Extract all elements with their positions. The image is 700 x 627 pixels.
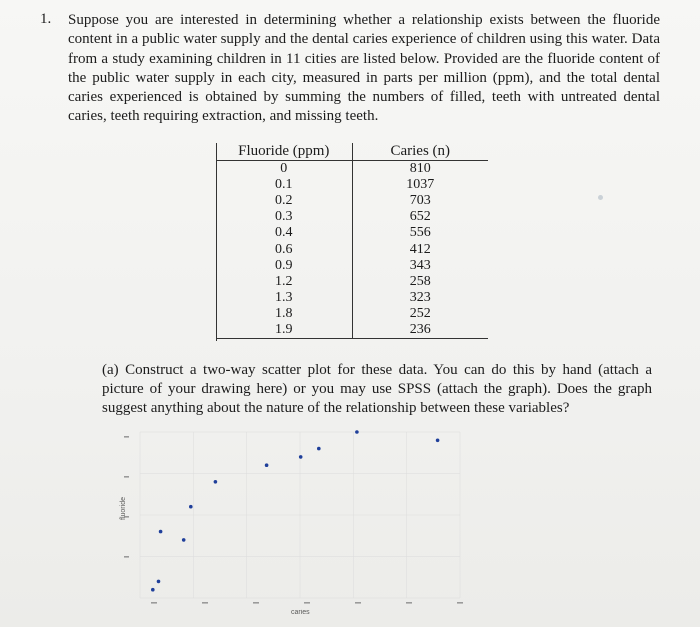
cell-caries: 412 [409, 241, 431, 257]
y-tick-mark [124, 436, 129, 438]
part-a-text: Construct a two-way scatter plot for these data. You can do this by hand (attach a picture of your drawing here) or you may use SPSS (attach the graph). Does the graph suggest anything about the nature of the relationship between these variables? [102, 362, 652, 416]
cell-fluoride: 0.3 [216, 209, 352, 225]
part-a-label: (a) [102, 362, 119, 378]
scatter-point [436, 439, 440, 443]
y-tick-mark [124, 556, 129, 558]
x-tick-mark [355, 602, 361, 604]
header-caries: Caries (n) [352, 143, 488, 161]
cell-fluoride: 0.9 [216, 258, 352, 274]
question-text: Suppose you are interested in determining whether a relationship exists between the fluoride content in a public water supply and the dental caries experience of children using this water. Data from a study examining children in 11 cities are listed below. Provided are the fluoride content of the public water supply in each city, measured in parts per million (ppm), and the total dental caries experienced is obtained by summing the numbers of filled, teeth with untreated dental caries, teeth requiring extraction, and missing teeth. [68, 12, 660, 125]
table-row [216, 241, 488, 257]
cell-fluoride: 0.6 [216, 241, 352, 257]
scatter-point [214, 480, 218, 484]
cell-fluoride: 1.8 [216, 306, 352, 322]
table-row [216, 258, 488, 274]
table-row [216, 322, 488, 339]
y-tick-mark [124, 476, 129, 478]
cell-caries: 703 [409, 193, 431, 209]
scatter-point [317, 447, 321, 451]
header-fluoride: Fluoride (ppm) [216, 143, 352, 161]
stray-mark [598, 195, 603, 200]
x-tick-mark [457, 602, 463, 604]
table-row [216, 209, 488, 225]
cell-fluoride: 0.1 [216, 177, 352, 193]
cell-fluoride: 0 [216, 161, 352, 178]
cell-caries: 810 [409, 161, 431, 177]
part-a [80, 361, 652, 418]
scatter-plot [110, 420, 470, 620]
scatter-point [265, 463, 269, 467]
cell-fluoride: 0.2 [216, 193, 352, 209]
table-row [216, 274, 488, 290]
scatter-ylabel: fluoride [119, 497, 127, 520]
cell-fluoride: 1.3 [216, 290, 352, 306]
x-tick-mark [151, 602, 157, 604]
scatter-point [189, 505, 193, 509]
data-table [216, 143, 488, 339]
x-tick-mark [304, 602, 310, 604]
cell-caries: 236 [352, 322, 488, 339]
scatter-point [151, 588, 155, 592]
scatter-point [182, 538, 186, 542]
table-row [216, 193, 488, 209]
scatter-point [159, 530, 163, 534]
scatter-point [355, 430, 359, 434]
cell-caries: 1037 [406, 177, 435, 193]
cell-caries: 556 [409, 225, 431, 241]
cell-caries: 252 [409, 305, 431, 321]
question-number: 1. [40, 11, 52, 27]
table-row [216, 177, 488, 193]
cell-fluoride: 0.4 [216, 225, 352, 241]
x-tick-mark [406, 602, 412, 604]
cell-caries: 652 [409, 209, 431, 225]
cell-caries: 323 [409, 289, 431, 305]
table-row [216, 225, 488, 241]
x-tick-mark [202, 602, 208, 604]
cell-fluoride: 1.9 [216, 322, 352, 339]
scatter-point [157, 580, 161, 584]
cell-caries: 343 [409, 257, 431, 273]
cell-caries: 258 [409, 273, 431, 289]
table-row [216, 161, 488, 178]
scatter-point [299, 455, 303, 459]
scatter-xlabel: caries [291, 609, 310, 616]
table-row [216, 290, 488, 306]
table-body [216, 161, 488, 339]
x-tick-mark [253, 602, 259, 604]
cell-fluoride: 1.2 [216, 274, 352, 290]
table-row [216, 306, 488, 322]
